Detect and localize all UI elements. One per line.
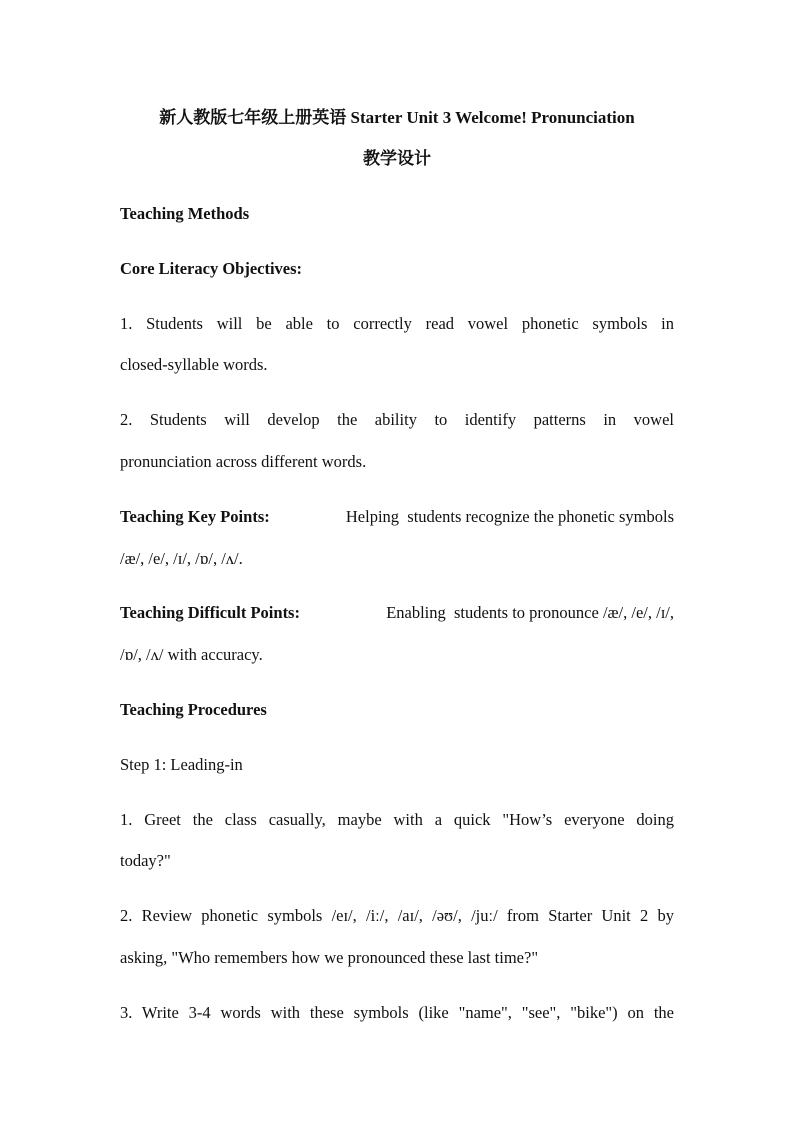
difficult-points-line-2: /ɒ/, /ʌ/ with accuracy. bbox=[120, 645, 263, 664]
key-points-line-1 bbox=[120, 507, 674, 527]
teaching-procedures-heading: Teaching Procedures bbox=[120, 700, 267, 719]
difficult-points-text: Enabling students to pronounce /æ/, /e/, /ɪ/, bbox=[382, 603, 674, 622]
difficult-points-label: Teaching Difficult Points: bbox=[120, 603, 300, 622]
teaching-methods-heading: Teaching Methods bbox=[120, 204, 250, 223]
objective-2-line-2: pronunciation across different words. bbox=[120, 452, 367, 471]
key-points-text: Helping students recognize the phonetic symbols bbox=[341, 507, 674, 526]
key-points-label: Teaching Key Points: bbox=[120, 507, 270, 526]
objective-1-line-2: closed-syllable words. bbox=[120, 355, 268, 374]
document-title-line-2: 教学设计 bbox=[363, 149, 431, 168]
objective-2-line-1: 2. Students will develop the ability to identify patterns in vowel bbox=[120, 410, 674, 429]
key-points-line-2: /æ/, /e/, /ɪ/, /ɒ/, /ʌ/. bbox=[120, 549, 243, 568]
procedure-1-line-1: 1. Greet the class casually, maybe with a quick "How’s everyone doing bbox=[120, 810, 674, 829]
procedure-2-line-1: 2. Review phonetic symbols /eɪ/, /iː/, /aɪ/, /əʊ/, /juː/ from Starter Unit 2 by bbox=[120, 906, 674, 925]
procedure-1-line-2: today?" bbox=[120, 851, 171, 870]
procedure-3-line-1: 3. Write 3-4 words with these symbols (like "name", "see", "bike") on the bbox=[120, 1003, 674, 1022]
core-literacy-heading: Core Literacy Objectives: bbox=[120, 259, 303, 278]
objective-1-line-1: 1. Students will be able to correctly read vowel phonetic symbols in bbox=[120, 314, 674, 333]
procedure-2-line-2: asking, "Who remembers how we pronounced these last time?" bbox=[120, 948, 539, 967]
step-1-heading: Step 1: Leading-in bbox=[120, 755, 243, 774]
document-title-line-1: 新人教版七年级上册英语 Starter Unit 3 Welcome! Pronunciation bbox=[159, 108, 635, 127]
difficult-points-line-1 bbox=[120, 603, 674, 623]
